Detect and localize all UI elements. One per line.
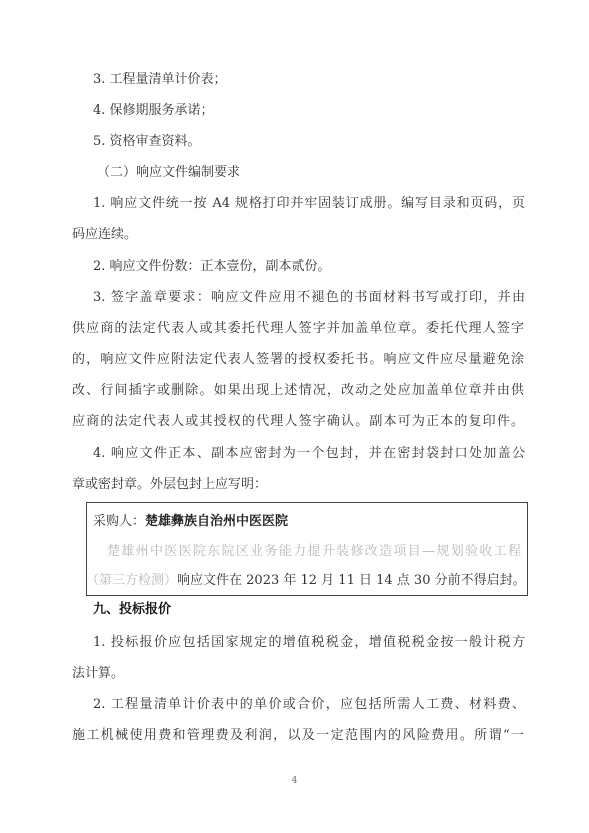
paragraph-line: 改、行间插字或删除。如果出现上述情况，改动之处应加盖单位章并由供 — [72, 383, 524, 398]
purchaser-line — [93, 513, 288, 531]
paragraph-line: 应商的法定代表人或其授权的代理人签字确认。副本可为正本的复印件。 — [72, 414, 524, 429]
purchaser-label: 采购人： — [93, 514, 146, 529]
paragraph-line: 法计算。 — [72, 666, 125, 681]
paragraph-line: 供应商的法定代表人或其委托代理人签字并加盖单位章。委托代理人签字 — [72, 321, 524, 336]
paragraph-line: 施工机械使用费和管理费及利润，以及一定范围内的风险费用。所谓“一 — [72, 728, 524, 743]
list-item-4: 4. 保修期服务承诺； — [93, 103, 214, 118]
section-heading: 九、投标报价 — [93, 602, 172, 617]
paragraph-line: 1. 投标报价应包括国家规定的增值税税金，增值税税金按一般计税方 — [93, 635, 525, 650]
project-name-line: 楚雄州中医医院东院区业务能力提升装修改造项目—规划验收工程 — [107, 544, 521, 559]
project-name-line-2 — [86, 572, 526, 590]
opening-time-text: 响应文件在 2023 年 12 月 11 日 14 点 30 分前不得启封。 — [177, 573, 526, 588]
paragraph-line: 3. 签字盖章要求：响应文件应用不褪色的书面材料书写或打印，并由 — [93, 290, 525, 305]
paragraph-line: 4. 响应文件正本、副本应密封为一个包封，并在密封袋封口处加盖公 — [93, 446, 525, 461]
paragraph-line: 2. 工程量清单计价表中的单价或合价，应包括所需人工费、材料费、 — [93, 697, 525, 712]
envelope-label-box — [86, 502, 528, 596]
list-item-3: 3. 工程量清单计价表； — [93, 72, 227, 87]
paragraph-line: 码应连续。 — [72, 227, 138, 242]
paragraph-line: 的，响应文件应附法定代表人签署的授权委托书。响应文件应尽量避免涂 — [72, 352, 524, 367]
project-subtitle: （第三方检测） — [86, 573, 178, 588]
paragraph-line: 2. 响应文件份数：正本壹份，副本贰份。 — [93, 259, 331, 274]
list-item-5: 5. 资格审查资料。 — [93, 134, 201, 149]
subsection-heading: （二）响应文件编制要求 — [97, 165, 241, 180]
page-number: 4 — [291, 776, 298, 786]
paragraph-line: 1. 响应文件统一按 A4 规格打印并牢固装订成册。编写目录和页码，页 — [93, 196, 525, 211]
purchaser-name: 楚雄彝族自治州中医医院 — [145, 514, 289, 529]
paragraph-line: 章或密封章。外层包封上应写明： — [72, 477, 268, 492]
